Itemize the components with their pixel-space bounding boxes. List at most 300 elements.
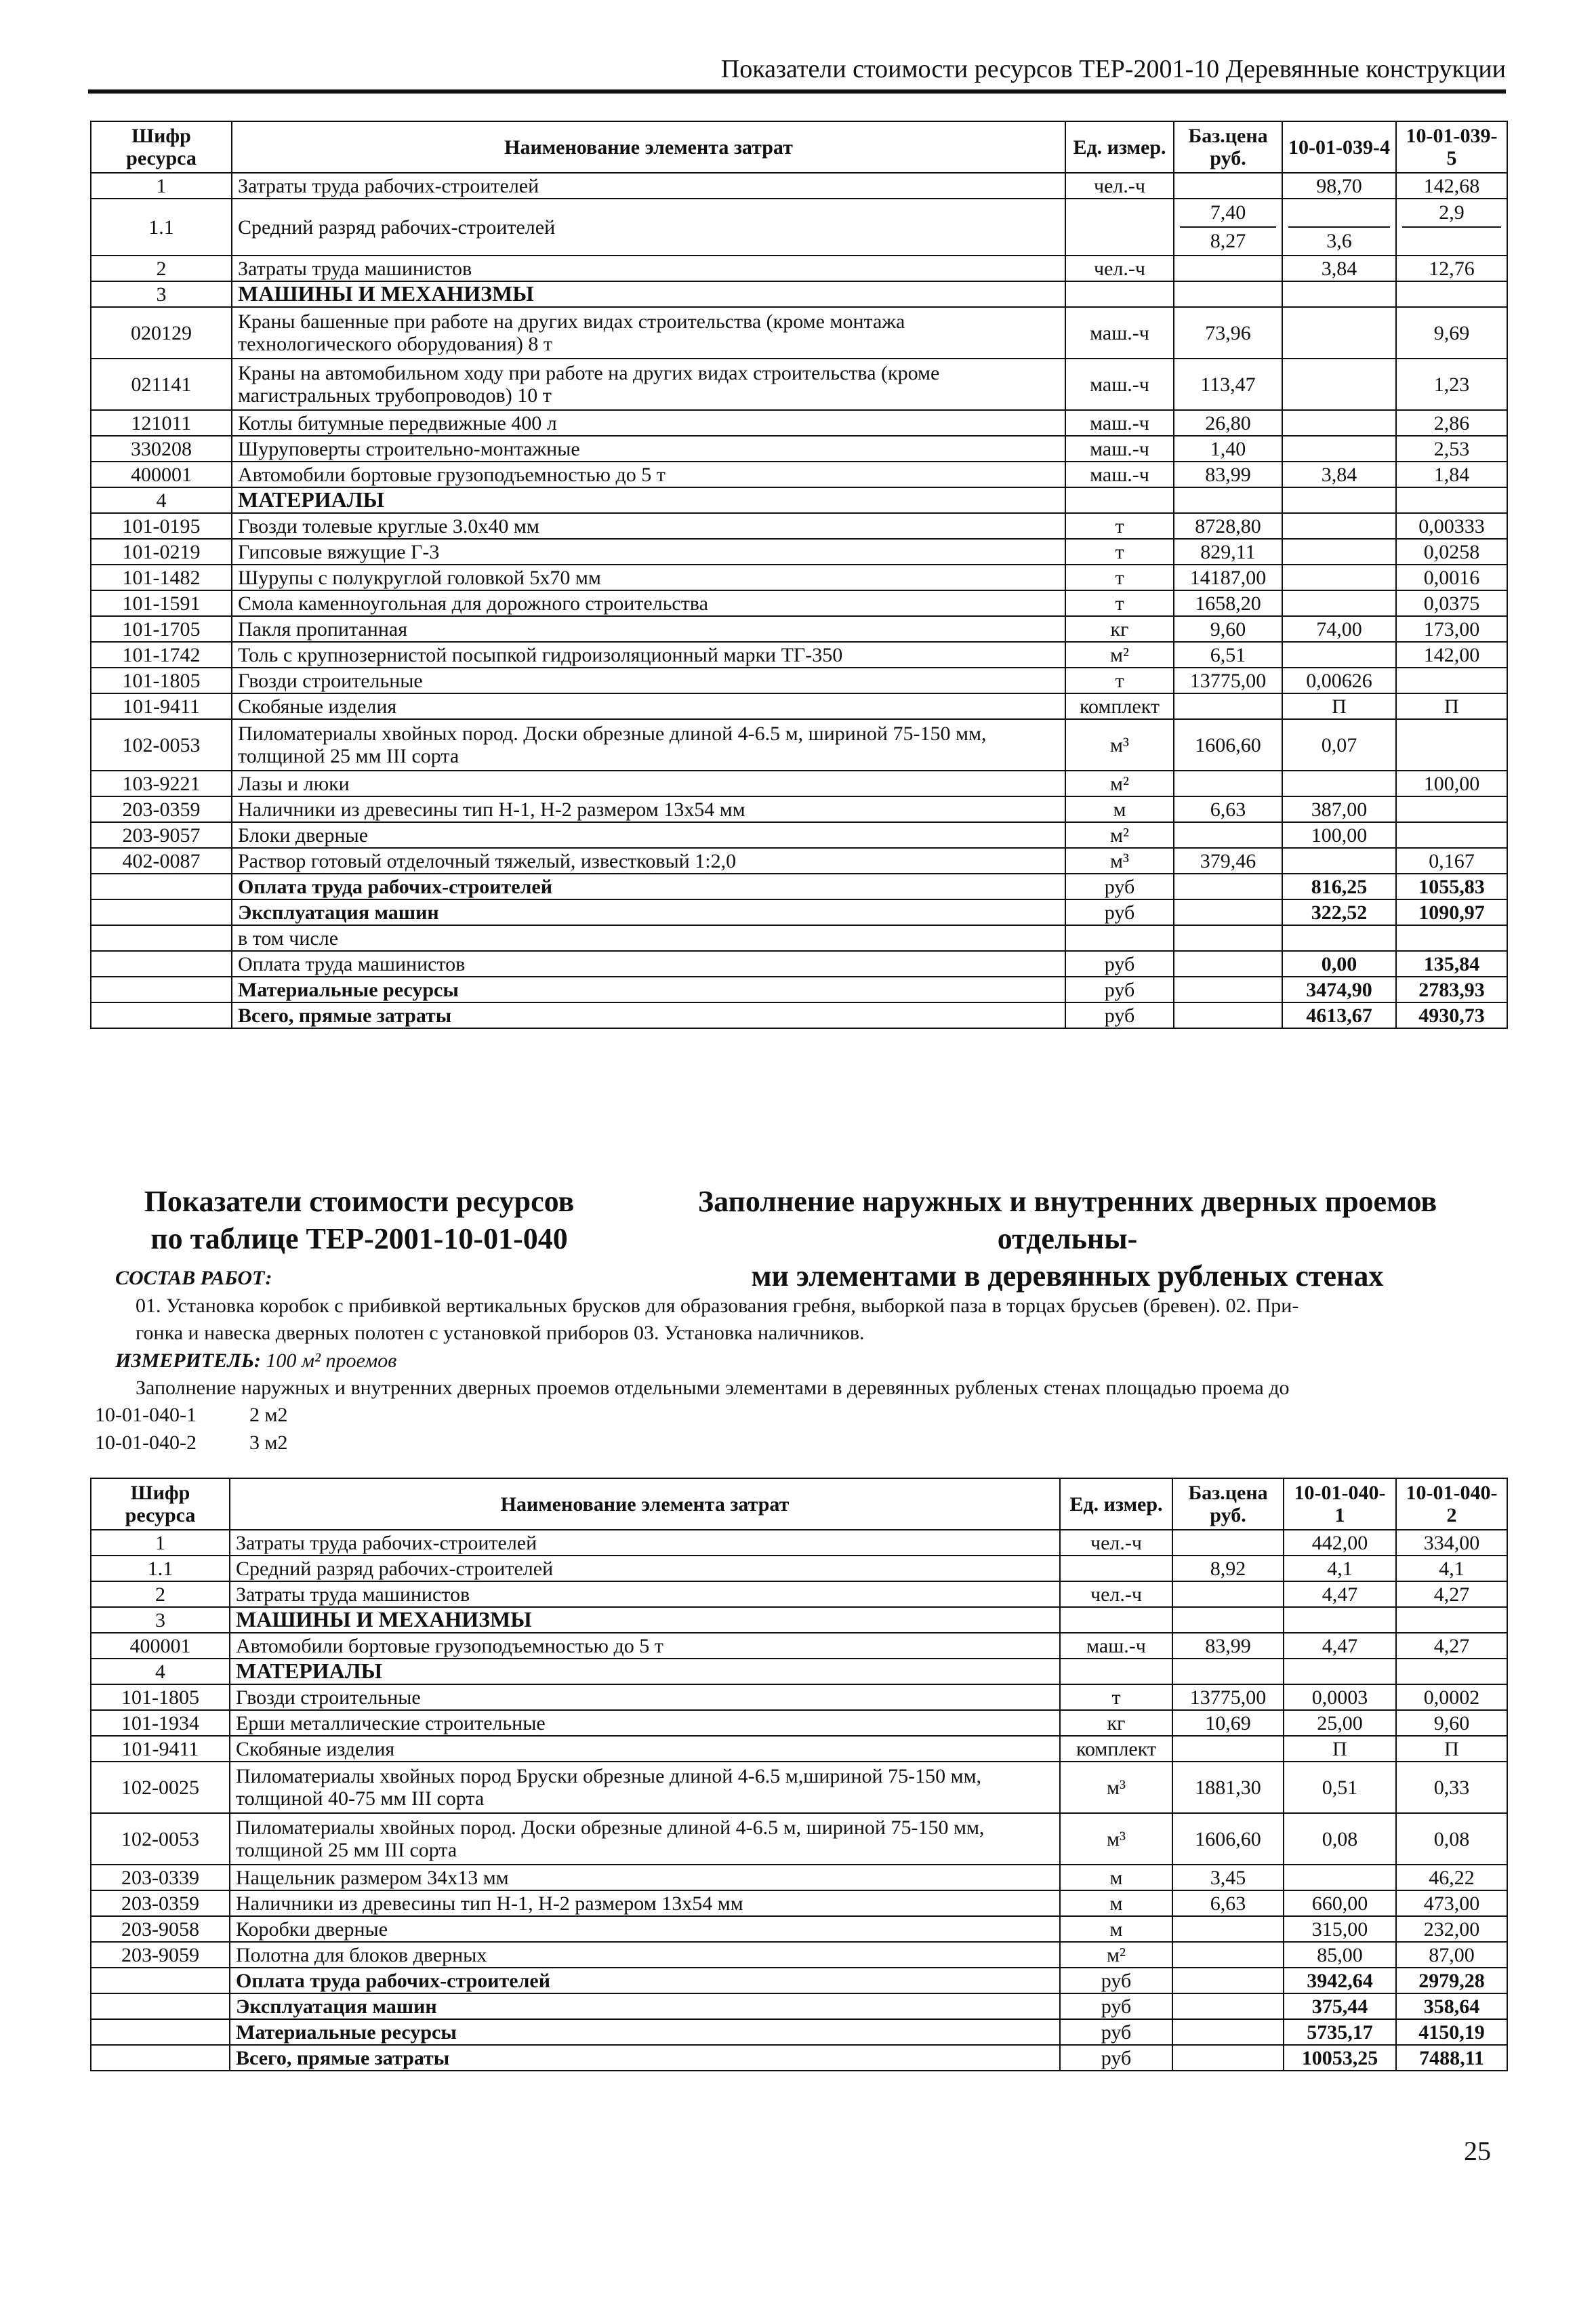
cell-unit: т (1065, 565, 1174, 590)
cell-price: 1,40 (1174, 436, 1282, 462)
cell-unit: м (1060, 1916, 1172, 1942)
cell-col2: 142,68 (1396, 173, 1507, 199)
cell-code (91, 1968, 230, 1993)
cell-col1: 74,00 (1282, 616, 1396, 642)
cell-price: 1658,20 (1174, 590, 1282, 616)
cell-col1 (1284, 1659, 1396, 1684)
resources-table-040 (90, 1478, 1508, 2071)
cell-unit: руб (1065, 951, 1174, 977)
table-row (91, 359, 1507, 410)
cell-name: Материальные ресурсы (232, 977, 1065, 1002)
cell-col2 (1396, 199, 1507, 256)
table-row (91, 977, 1507, 1002)
cell-unit: комплект (1065, 693, 1174, 719)
cell-col1 (1284, 1865, 1396, 1890)
table-row (91, 719, 1507, 771)
cell-name: Скобяные изделия (232, 693, 1065, 719)
cell-code: 3 (91, 1607, 230, 1633)
cell-col1: 3,84 (1282, 256, 1396, 281)
cell-col1 (1282, 359, 1396, 410)
table-row (91, 693, 1507, 719)
cell-name: Всего, прямые затраты (232, 1002, 1065, 1028)
cell-col2: 0,0002 (1396, 1684, 1507, 1710)
cell-col2: 173,00 (1396, 616, 1507, 642)
cell-price (1174, 822, 1282, 848)
cell-price: 8728,80 (1174, 513, 1282, 539)
variant-1: 10-01-040-1 2 м2 (95, 1404, 288, 1426)
cell-price (1172, 1968, 1284, 1993)
cell-code: 101-0219 (91, 539, 232, 565)
table-row (91, 2019, 1507, 2045)
cell-col1: 660,00 (1284, 1890, 1396, 1916)
header-col1: 10-01-040-1 (1284, 1478, 1396, 1530)
cell-name: Гвозди строительные (230, 1684, 1060, 1710)
table-row (91, 642, 1507, 668)
cell-code (91, 1993, 230, 2019)
table-row (91, 1633, 1507, 1659)
cell-col2: 4150,19 (1396, 2019, 1507, 2045)
header-col2: 10-01-039-5 (1396, 121, 1507, 173)
cell-price: 10,69 (1172, 1710, 1284, 1736)
cell-col1 (1284, 1607, 1396, 1633)
cell-price: 26,80 (1174, 410, 1282, 436)
cell-col2: 46,22 (1396, 1865, 1507, 1890)
cell-unit: руб (1060, 1968, 1172, 1993)
cell-name: Гипсовые вяжущие Г-3 (232, 539, 1065, 565)
cell-col1 (1282, 771, 1396, 796)
cell-col2: 0,0016 (1396, 565, 1507, 590)
cell-price: 6,63 (1172, 1890, 1284, 1916)
table-row (91, 436, 1507, 462)
cell-code: 1.1 (91, 1556, 230, 1581)
cell-code (91, 951, 232, 977)
cell-code: 330208 (91, 436, 232, 462)
cell-code (91, 2019, 230, 2045)
table-row (91, 173, 1507, 199)
table-row (91, 307, 1507, 359)
cell-col2 (1396, 281, 1507, 307)
cell-code: 203-0359 (91, 796, 232, 822)
table-row (91, 1736, 1507, 1762)
cell-price: 379,46 (1174, 848, 1282, 874)
cell-col2: 100,00 (1396, 771, 1507, 796)
cell-col1 (1282, 281, 1396, 307)
cell-code: 203-9059 (91, 1942, 230, 1968)
cell-price (1174, 977, 1282, 1002)
cell-name: Пиломатериалы хвойных пород Бруски обрезные длиной 4-6.5 м,шириной 75-150 мм, толщиной 40-75 мм III сорта (230, 1762, 1060, 1813)
cell-name: Смола каменноугольная для дорожного строительства (232, 590, 1065, 616)
cell-col2: 1,84 (1396, 462, 1507, 487)
cell-name: Блоки дверные (232, 822, 1065, 848)
cell-col2 (1396, 1607, 1507, 1633)
table-row (91, 1607, 1507, 1633)
cell-col2: 1,23 (1396, 359, 1507, 410)
cell-name: Затраты труда рабочих-строителей (230, 1530, 1060, 1556)
cell-code: 1 (91, 1530, 230, 1556)
table-row (91, 1002, 1507, 1028)
cell-price: 1881,30 (1172, 1762, 1284, 1813)
cell-name: Оплата труда рабочих-строителей (230, 1968, 1060, 1993)
cell-name: Нащельник размером 34x13 мм (230, 1865, 1060, 1890)
cell-code (91, 2045, 230, 2071)
cell-name: Затраты труда рабочих-строителей (232, 173, 1065, 199)
cell-name: Наличники из древесины тип Н-1, Н-2 размером 13x54 мм (230, 1890, 1060, 1916)
table-row (91, 1659, 1507, 1684)
table-row (91, 462, 1507, 487)
cell-col2 (1396, 1659, 1507, 1684)
cell-code: 400001 (91, 462, 232, 487)
cell-code: 1 (91, 173, 232, 199)
cell-unit: м³ (1065, 848, 1174, 874)
cell-col1: 4,47 (1284, 1581, 1396, 1607)
header-unit: Ед. измер. (1065, 121, 1174, 173)
cell-col2: 2,86 (1396, 410, 1507, 436)
cell-col2-lower (1402, 228, 1501, 255)
cell-name: Пакля пропитанная (232, 616, 1065, 642)
cell-name: Автомобили бортовые грузоподъемностью до 5 т (230, 1633, 1060, 1659)
cell-col1: 4,1 (1284, 1556, 1396, 1581)
cell-unit: т (1060, 1684, 1172, 1710)
cell-unit (1065, 487, 1174, 513)
cell-code: 021141 (91, 359, 232, 410)
cell-name: Полотна для блоков дверных (230, 1942, 1060, 1968)
meter-value: 100 м² проемов (266, 1349, 397, 1372)
cell-unit (1060, 1607, 1172, 1633)
cell-col1: 816,25 (1282, 874, 1396, 899)
cell-code: 101-1482 (91, 565, 232, 590)
table-header-row (91, 121, 1507, 173)
cell-unit: м (1065, 796, 1174, 822)
cell-name: МАТЕРИАЛЫ (230, 1659, 1060, 1684)
table-row (91, 199, 1507, 256)
cell-unit: м² (1065, 771, 1174, 796)
cell-col1: 315,00 (1284, 1916, 1396, 1942)
cell-col1 (1282, 565, 1396, 590)
cell-unit: руб (1060, 1993, 1172, 2019)
cell-price: 6,51 (1174, 642, 1282, 668)
cell-code: 4 (91, 487, 232, 513)
variant-2: 10-01-040-2 3 м2 (95, 1431, 288, 1454)
cell-col2 (1396, 822, 1507, 848)
table-row (91, 822, 1507, 848)
cell-code (91, 899, 232, 925)
cell-unit: маш.-ч (1065, 436, 1174, 462)
cell-code: 020129 (91, 307, 232, 359)
cell-price: 113,47 (1174, 359, 1282, 410)
cell-unit: т (1065, 590, 1174, 616)
cell-code: 1.1 (91, 199, 232, 256)
cell-code: 402-0087 (91, 848, 232, 874)
cell-code (91, 1002, 232, 1028)
meter-label: ИЗМЕРИТЕЛЬ: (115, 1349, 261, 1372)
cell-code (91, 977, 232, 1002)
cell-col1 (1282, 487, 1396, 513)
cell-code: 2 (91, 1581, 230, 1607)
cell-price-upper: 7,40 (1180, 199, 1276, 228)
cell-col1: П (1284, 1736, 1396, 1762)
cell-price (1172, 1581, 1284, 1607)
works-text-1: 01. Установка коробок с прибивкой вертикальных брусков для образования гребня, выборкой паза в торцах брусьев (бревен). 02. При- (136, 1294, 1299, 1317)
header-name: Наименование элемента затрат (230, 1478, 1060, 1530)
cell-price (1174, 487, 1282, 513)
cell-name: Оплата труда машинистов (232, 951, 1065, 977)
cell-col1 (1282, 539, 1396, 565)
cell-code: 101-1591 (91, 590, 232, 616)
table-row (91, 848, 1507, 874)
cell-code: 400001 (91, 1633, 230, 1659)
section-title-left (115, 1183, 603, 1257)
table-row (91, 565, 1507, 590)
cell-unit: чел.-ч (1060, 1530, 1172, 1556)
works-block (115, 1265, 1498, 1402)
table-row (91, 1762, 1507, 1813)
cell-unit: маш.-ч (1065, 410, 1174, 436)
cell-name: Средний разряд рабочих-строителей (230, 1556, 1060, 1581)
cell-col1: 4613,67 (1282, 1002, 1396, 1028)
cell-col1-upper (1288, 199, 1390, 228)
cell-unit: чел.-ч (1060, 1581, 1172, 1607)
cell-col2: П (1396, 693, 1507, 719)
cell-name: Краны на автомобильном ходу при работе на других видах строительства (кроме магистральных трубопроводов) 10 т (232, 359, 1065, 410)
cell-name: Ерши металлические строительные (230, 1710, 1060, 1736)
cell-price (1174, 925, 1282, 951)
cell-col2: 0,00333 (1396, 513, 1507, 539)
cell-col2: 9,60 (1396, 1710, 1507, 1736)
cell-price: 829,11 (1174, 539, 1282, 565)
cell-col1: 0,0003 (1284, 1684, 1396, 1710)
cell-name: Автомобили бортовые грузоподъемностью до 5 т (232, 462, 1065, 487)
cell-name: Пиломатериалы хвойных пород. Доски обрезные длиной 4-6.5 м, шириной 75-150 мм, толщиной 25 мм III сорта (230, 1813, 1060, 1865)
cell-code: 4 (91, 1659, 230, 1684)
cell-col1: 0,07 (1282, 719, 1396, 771)
header-code: Шифр ресурса (91, 1478, 230, 1530)
cell-unit: руб (1060, 2045, 1172, 2071)
cell-price (1174, 256, 1282, 281)
cell-name: Лазы и люки (232, 771, 1065, 796)
table-row (91, 513, 1507, 539)
cell-price (1172, 2045, 1284, 2071)
cell-price (1172, 1916, 1284, 1942)
cell-col2: 0,0375 (1396, 590, 1507, 616)
cell-price: 1606,60 (1174, 719, 1282, 771)
table-row (91, 487, 1507, 513)
table-row (91, 410, 1507, 436)
cell-col1: 3942,64 (1284, 1968, 1396, 1993)
cell-col2: 0,167 (1396, 848, 1507, 874)
cell-unit: руб (1060, 2019, 1172, 2045)
cell-col1: 85,00 (1284, 1942, 1396, 1968)
table-row (91, 281, 1507, 307)
table-row (91, 539, 1507, 565)
table-row (91, 256, 1507, 281)
page-header: Показатели стоимости ресурсов ТЕР-2001-10 Деревянные конструкции (88, 54, 1506, 94)
cell-code: 101-1805 (91, 1684, 230, 1710)
section-title-right-line1: Заполнение наружных и внутренних дверных проемов отдельны- (697, 1185, 1437, 1255)
cell-name: Средний разряд рабочих-строителей (232, 199, 1065, 256)
cell-price: 1606,60 (1172, 1813, 1284, 1865)
cell-col2-upper: 2,9 (1402, 199, 1501, 228)
cell-col1: 4,47 (1284, 1633, 1396, 1659)
cell-unit: маш.-ч (1060, 1633, 1172, 1659)
cell-unit: м² (1060, 1942, 1172, 1968)
cell-price (1174, 1002, 1282, 1028)
cell-code: 203-0359 (91, 1890, 230, 1916)
cell-unit: кг (1065, 616, 1174, 642)
cell-col2: 473,00 (1396, 1890, 1507, 1916)
cell-unit: чел.-ч (1065, 173, 1174, 199)
cell-code: 101-1805 (91, 668, 232, 693)
header-code: Шифр ресурса (91, 121, 232, 173)
cell-name: МАТЕРИАЛЫ (232, 487, 1065, 513)
cell-col2: 0,0258 (1396, 539, 1507, 565)
cell-col1 (1282, 590, 1396, 616)
table-row (91, 1581, 1507, 1607)
works-text-2: гонка и навеска дверных полотен с установкой приборов 03. Установка наличников. (136, 1322, 865, 1344)
works-label: СОСТАВ РАБОТ: (115, 1267, 272, 1289)
cell-unit: м³ (1060, 1762, 1172, 1813)
cell-unit (1065, 281, 1174, 307)
cell-name: Краны башенные при работе на других видах строительства (кроме монтажа технологического оборудования) 8 т (232, 307, 1065, 359)
cell-col2: 4,27 (1396, 1581, 1507, 1607)
cell-col1 (1282, 513, 1396, 539)
cell-col1: П (1282, 693, 1396, 719)
cell-col2: 0,33 (1396, 1762, 1507, 1813)
cell-unit: комплект (1060, 1736, 1172, 1762)
cell-price: 14187,00 (1174, 565, 1282, 590)
cell-price (1172, 1530, 1284, 1556)
cell-price (1174, 693, 1282, 719)
cell-name: Затраты труда машинистов (230, 1581, 1060, 1607)
cell-name: Затраты труда машинистов (232, 256, 1065, 281)
table-row (91, 1890, 1507, 1916)
cell-col2 (1396, 487, 1507, 513)
table-row (91, 1865, 1507, 1890)
cell-col2: 1090,97 (1396, 899, 1507, 925)
cell-name: Материальные ресурсы (230, 2019, 1060, 2045)
header-price: Баз.цена руб. (1172, 1478, 1284, 1530)
cell-unit: маш.-ч (1065, 307, 1174, 359)
cell-col2: 2,53 (1396, 436, 1507, 462)
cell-price (1174, 951, 1282, 977)
cell-col2: 4930,73 (1396, 1002, 1507, 1028)
header-price: Баз.цена руб. (1174, 121, 1282, 173)
cell-col1 (1282, 410, 1396, 436)
table-row (91, 1556, 1507, 1581)
cell-unit: чел.-ч (1065, 256, 1174, 281)
cell-price (1174, 771, 1282, 796)
cell-price: 8,92 (1172, 1556, 1284, 1581)
cell-code: 203-9057 (91, 822, 232, 848)
cell-name: МАШИНЫ И МЕХАНИЗМЫ (232, 281, 1065, 307)
variants-list (95, 1402, 287, 1457)
cell-unit: м (1060, 1890, 1172, 1916)
cell-col1 (1282, 307, 1396, 359)
cell-unit: маш.-ч (1065, 359, 1174, 410)
cell-price: 3,45 (1172, 1865, 1284, 1890)
cell-col1 (1282, 199, 1396, 256)
cell-col2 (1396, 719, 1507, 771)
table-row (91, 951, 1507, 977)
cell-code: 101-9411 (91, 1736, 230, 1762)
description: Заполнение наружных и внутренних дверных проемов отдельными элементами в деревянных рубленых стенах площадью проема до (136, 1377, 1290, 1399)
cell-code: 103-9221 (91, 771, 232, 796)
cell-name: Шурупы с полукруглой головкой 5x70 мм (232, 565, 1065, 590)
cell-name: Эксплуатация машин (230, 1993, 1060, 2019)
cell-code (91, 925, 232, 951)
page-number: 25 (1464, 2136, 1491, 2166)
cell-code: 2 (91, 256, 232, 281)
cell-unit (1065, 199, 1174, 256)
table-row (91, 1968, 1507, 1993)
cell-code: 101-1934 (91, 1710, 230, 1736)
cell-price (1172, 1659, 1284, 1684)
table-header-row (91, 1478, 1507, 1530)
cell-col1: 0,00626 (1282, 668, 1396, 693)
cell-col2 (1396, 796, 1507, 822)
cell-col2: 4,27 (1396, 1633, 1507, 1659)
section-title-left-line2: по таблице ТЕР-2001-10-01-040 (150, 1222, 568, 1255)
cell-col2 (1396, 925, 1507, 951)
table-row (91, 1530, 1507, 1556)
cell-col1: 375,44 (1284, 1993, 1396, 2019)
cell-name: Шуруповерты строительно-монтажные (232, 436, 1065, 462)
cell-col1: 25,00 (1284, 1710, 1396, 1736)
section-title-left-line1: Показатели стоимости ресурсов (144, 1185, 575, 1218)
cell-price (1172, 1736, 1284, 1762)
cell-name: Коробки дверные (230, 1916, 1060, 1942)
cell-unit: м³ (1065, 719, 1174, 771)
cell-col1: 442,00 (1284, 1530, 1396, 1556)
table-row (91, 1813, 1507, 1865)
cell-unit: т (1065, 513, 1174, 539)
cell-unit: руб (1065, 874, 1174, 899)
cell-col2: 135,84 (1396, 951, 1507, 977)
cell-name: Котлы битумные передвижные 400 л (232, 410, 1065, 436)
header-col2: 10-01-040-2 (1396, 1478, 1507, 1530)
cell-col2: 12,76 (1396, 256, 1507, 281)
cell-name: Толь с крупнозернистой посыпкой гидроизоляционный марки ТГ-350 (232, 642, 1065, 668)
cell-col2: 232,00 (1396, 1916, 1507, 1942)
cell-col1: 322,52 (1282, 899, 1396, 925)
cell-col1 (1282, 848, 1396, 874)
cell-price: 73,96 (1174, 307, 1282, 359)
cell-name: Скобяные изделия (230, 1736, 1060, 1762)
table-row (91, 668, 1507, 693)
cell-unit: кг (1060, 1710, 1172, 1736)
cell-col1: 100,00 (1282, 822, 1396, 848)
cell-code: 101-1742 (91, 642, 232, 668)
cell-price: 9,60 (1174, 616, 1282, 642)
cell-col1 (1282, 925, 1396, 951)
table-row (91, 796, 1507, 822)
cell-col2: 142,00 (1396, 642, 1507, 668)
cell-code: 203-9058 (91, 1916, 230, 1942)
cell-unit: маш.-ч (1065, 462, 1174, 487)
cell-col2: 358,64 (1396, 1993, 1507, 2019)
table-row (91, 771, 1507, 796)
table-row (91, 1916, 1507, 1942)
table-row (91, 1993, 1507, 2019)
cell-col2: 4,1 (1396, 1556, 1507, 1581)
cell-code: 102-0053 (91, 719, 232, 771)
cell-col1: 5735,17 (1284, 2019, 1396, 2045)
cell-price (1174, 281, 1282, 307)
cell-unit (1065, 925, 1174, 951)
cell-unit: м (1060, 1865, 1172, 1890)
cell-price: 6,63 (1174, 796, 1282, 822)
cell-code (91, 874, 232, 899)
cell-price-lower: 8,27 (1210, 230, 1246, 252)
